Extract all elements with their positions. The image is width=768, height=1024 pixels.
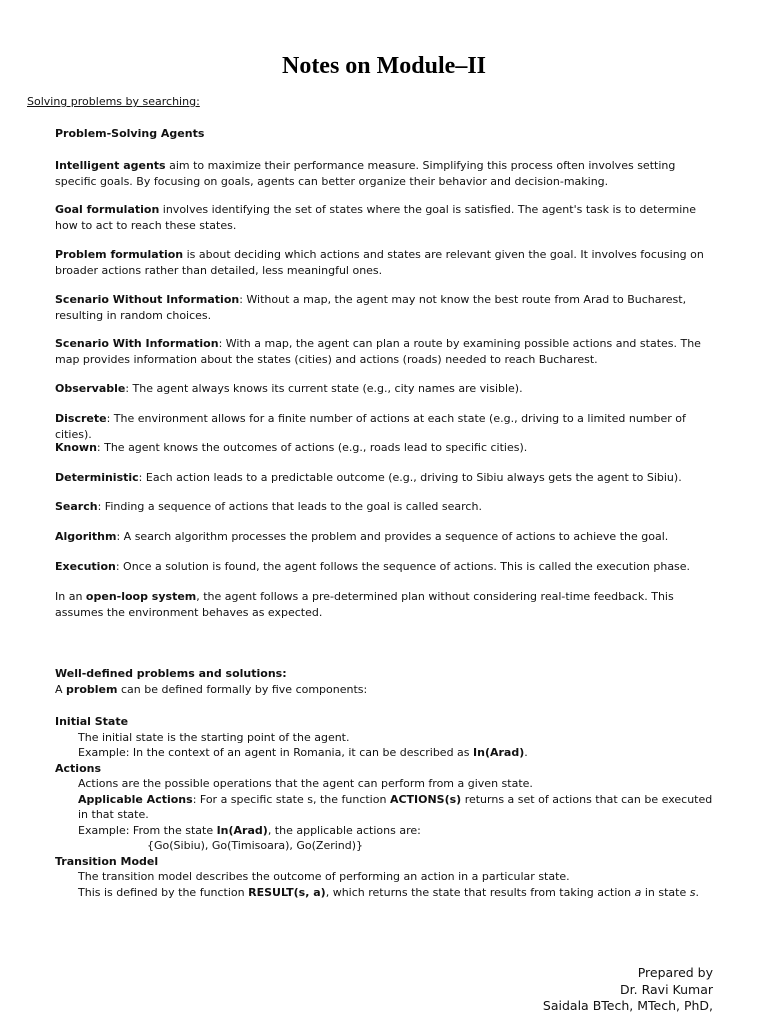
para-term: Execution bbox=[55, 560, 116, 573]
para-problem-formulation bbox=[55, 247, 720, 278]
page-title: Notes on Module–II bbox=[281, 53, 486, 79]
para-intelligent-agents bbox=[55, 158, 720, 189]
example-pre: Example: From the state bbox=[78, 823, 217, 837]
t-pre: This is defined by the function bbox=[78, 885, 249, 899]
para-term: Algorithm bbox=[55, 530, 117, 543]
para-discrete bbox=[55, 411, 720, 442]
example-post: . bbox=[524, 746, 528, 759]
applicable-actions bbox=[55, 792, 720, 823]
para-open-loop bbox=[55, 589, 720, 620]
initial-state-heading: Initial State bbox=[55, 715, 129, 728]
para-text: aim to maximize their performance measure. Simplifying this process often involves setting specific goals. By focusing on goals, agents can better organize their behavior and decision-making. bbox=[55, 159, 676, 188]
components-section bbox=[55, 714, 720, 900]
initial-state-line1: The initial state is the starting point of the agent. bbox=[78, 730, 350, 744]
para-text: : The agent knows the outcomes of actions (e.g., roads lead to specific cities). bbox=[96, 441, 528, 454]
intro-pre: A bbox=[55, 682, 67, 696]
example-term: In(Arad) bbox=[473, 746, 525, 759]
example-post: , the applicable actions are: bbox=[267, 823, 421, 837]
transition-model-heading: Transition Model bbox=[55, 854, 159, 868]
t-mid2: in state bbox=[641, 885, 690, 899]
actions-heading: Actions bbox=[55, 761, 101, 775]
problem-solving-agents-heading: Problem-Solving Agents bbox=[55, 127, 205, 140]
para-execution bbox=[55, 559, 720, 575]
para-goal-formulation bbox=[55, 202, 720, 233]
intro-term: problem bbox=[66, 682, 118, 696]
actions-line1: Actions are the possible operations that the agent can perform from a given state. bbox=[78, 777, 533, 790]
footer-line1: Prepared by bbox=[637, 965, 713, 980]
para-scenario-with-information bbox=[55, 336, 720, 367]
para-text: : The agent always knows its current state (e.g., city names are visible). bbox=[125, 382, 523, 395]
para-text: : Without a map, the agent may not know the best route from Arad to Bucharest, resulting in random choices. bbox=[55, 293, 687, 322]
para-text: : With a map, the agent can plan a route by examining possible actions and states. The map provides information about the states (cities) and actions (roads) needed to reach Bucharest. bbox=[55, 337, 701, 366]
para-algorithm bbox=[55, 529, 720, 545]
para-text: is about deciding which actions and states are relevant given the goal. It involves focusing on broader actions rather than detailed, less meaningful ones. bbox=[55, 248, 704, 277]
section-label: Solving problems by searching: bbox=[27, 95, 200, 108]
t-post: . bbox=[695, 885, 699, 899]
para-term: Scenario Without Information bbox=[55, 293, 240, 306]
transition-line1: The transition model describes the outcome of performing an action in a particular state. bbox=[78, 870, 570, 883]
para-text: : Finding a sequence of actions that leads to the goal is called search. bbox=[97, 500, 482, 513]
para-pre: In an bbox=[55, 590, 86, 603]
para-term: Known bbox=[55, 441, 97, 454]
para-term: Goal formulation bbox=[55, 203, 160, 216]
applicable-post: returns a set of actions that can be executed in that state. bbox=[78, 792, 713, 821]
para-text: : Once a solution is found, the agent follows the sequence of actions. This is called the execution phase. bbox=[115, 560, 691, 573]
para-scenario-without-information bbox=[55, 292, 720, 323]
para-search bbox=[55, 499, 720, 515]
footer-line2: Dr. Ravi Kumar bbox=[620, 981, 713, 997]
para-text: : The environment allows for a finite number of actions at each state (e.g., driving to a limited number of cities). bbox=[55, 412, 686, 441]
t-fn: RESULT(s, a) bbox=[248, 885, 326, 899]
para-known bbox=[55, 440, 720, 456]
initial-state-example bbox=[55, 745, 720, 761]
t-mid: , which returns the state that results from taking action bbox=[325, 885, 635, 899]
footer-line3: Saidala BTech, MTech, PhD, bbox=[542, 998, 713, 1013]
para-term: open-loop system bbox=[85, 590, 197, 603]
well-defined-section bbox=[55, 666, 720, 697]
actions-example bbox=[55, 823, 720, 839]
para-term: Discrete bbox=[55, 412, 107, 425]
well-defined-intro bbox=[55, 682, 720, 698]
applicable-term: Applicable Actions bbox=[78, 792, 193, 806]
para-term: Intelligent agents bbox=[55, 159, 166, 172]
actions-set: {Go(Sibiu), Go(Timisoara), Go(Zerind)} bbox=[147, 839, 364, 852]
transition-line2 bbox=[55, 885, 720, 901]
applicable-pre: : For a specific state s, the function bbox=[192, 792, 390, 806]
para-observable bbox=[55, 381, 720, 397]
para-term: Deterministic bbox=[55, 471, 139, 484]
applicable-fn: ACTIONS(s) bbox=[389, 792, 462, 806]
example-term: In(Arad) bbox=[216, 823, 268, 837]
para-text: : A search algorithm processes the problem and provides a sequence of actions to achieve the goal. bbox=[116, 530, 669, 543]
author-footer bbox=[543, 965, 713, 1015]
para-term: Search bbox=[55, 500, 98, 513]
para-term: Observable bbox=[55, 382, 126, 395]
para-term: Problem formulation bbox=[55, 248, 184, 261]
t-a: a bbox=[634, 885, 642, 899]
para-text: : Each action leads to a predictable outcome (e.g., driving to Sibiu always gets the agent to Sibiu). bbox=[138, 471, 682, 484]
para-text: , the agent follows a pre-determined plan without considering real-time feedback. This assumes the environment behaves as expected. bbox=[55, 590, 674, 619]
t-s: s bbox=[689, 885, 696, 899]
example-pre: Example: In the context of an agent in Romania, it can be described as bbox=[78, 746, 474, 759]
para-term: Scenario With Information bbox=[55, 337, 219, 350]
intro-text: can be defined formally by five components: bbox=[117, 682, 368, 696]
well-defined-heading: Well-defined problems and solutions: bbox=[55, 667, 287, 680]
para-deterministic bbox=[55, 470, 720, 486]
para-text: involves identifying the set of states where the goal is satisfied. The agent's task is to determine how to act to reach these states. bbox=[55, 203, 696, 232]
